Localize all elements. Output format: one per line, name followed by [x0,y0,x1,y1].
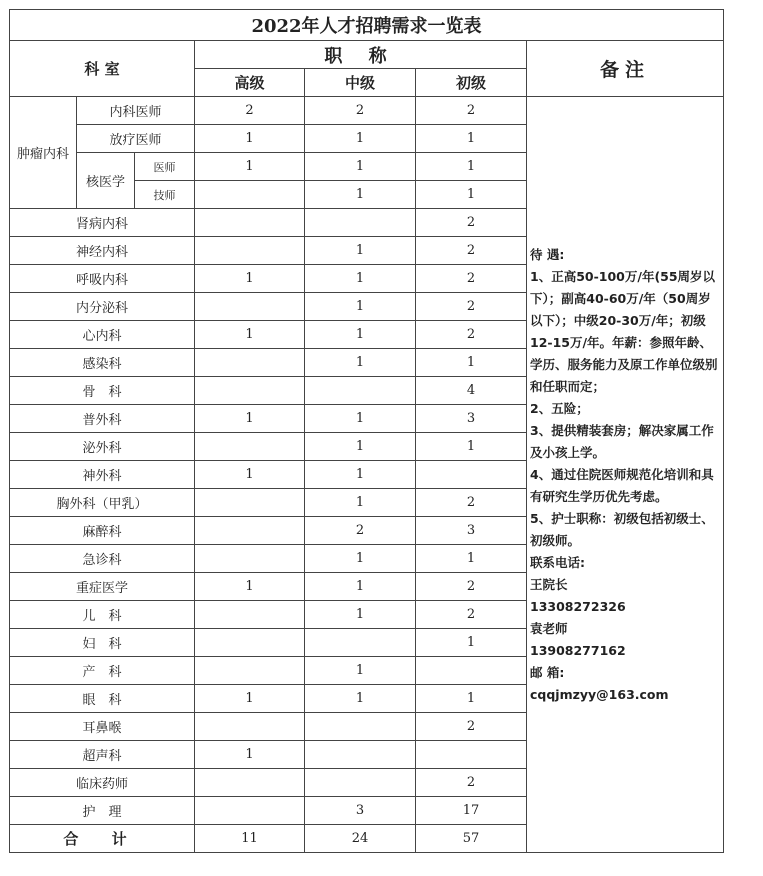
total-senior: 11 [195,825,305,853]
middle-count: 1 [305,685,416,713]
dept-name: 儿 科 [10,601,195,629]
dept-name: 临床药师 [10,769,195,797]
table-row [10,97,724,125]
dept-name: 内分泌科 [10,293,195,321]
note-item-3: 3、提供精装套房；解决家属工作及小孩上学。 [530,422,714,460]
senior-count: 1 [195,265,305,293]
junior-count: 2 [416,601,527,629]
email-label: 邮 箱: [530,664,565,680]
dept-name: 麻醉科 [10,517,195,545]
senior-count [195,797,305,825]
senior-count [195,545,305,573]
senior-count [195,657,305,685]
junior-count: 4 [416,377,527,405]
dept-name: 放疗医师 [77,125,195,153]
senior-count: 1 [195,685,305,713]
dept-name: 神经内科 [10,237,195,265]
middle-count: 1 [305,405,416,433]
group-nuclear: 核医学 [77,153,135,209]
senior-count [195,377,305,405]
group-oncology: 肿瘤内科 [10,97,77,209]
senior-count [195,601,305,629]
senior-count: 1 [195,741,305,769]
middle-count: 1 [305,461,416,489]
middle-count [305,769,416,797]
junior-count: 3 [416,405,527,433]
remarks-header: 备注 [527,41,724,97]
note-item-2: 2、五险； [530,400,589,416]
dept-header: 科 室 [10,41,195,97]
dept-name: 呼吸内科 [10,265,195,293]
junior-count: 1 [416,153,527,181]
junior-count: 3 [416,517,527,545]
senior-count: 1 [195,461,305,489]
junior-count: 2 [416,209,527,237]
middle-count: 2 [305,517,416,545]
dept-name: 护 理 [10,797,195,825]
dept-name: 急诊科 [10,545,195,573]
dept-name: 感染科 [10,349,195,377]
middle-count: 2 [305,97,416,125]
dept-name: 重症医学 [10,573,195,601]
junior-header: 初级 [416,69,527,97]
middle-count: 1 [305,293,416,321]
dept-name: 骨 科 [10,377,195,405]
dept-name: 普外科 [10,405,195,433]
dept-name: 医师 [135,153,195,181]
middle-count: 1 [305,321,416,349]
middle-count: 1 [305,657,416,685]
middle-count: 1 [305,265,416,293]
junior-count: 1 [416,125,527,153]
junior-count: 1 [416,545,527,573]
middle-count: 1 [305,153,416,181]
dept-name: 妇 科 [10,629,195,657]
junior-count: 2 [416,293,527,321]
senior-count [195,349,305,377]
contact-name-1: 王院长 [530,576,568,592]
contact-name-2: 袁老师 [530,620,568,636]
middle-count [305,713,416,741]
dept-name: 眼 科 [10,685,195,713]
junior-count: 1 [416,181,527,209]
dept-name: 耳鼻喉 [10,713,195,741]
middle-count [305,377,416,405]
junior-count: 2 [416,573,527,601]
senior-count [195,517,305,545]
senior-count: 1 [195,321,305,349]
junior-count: 1 [416,685,527,713]
contact-phone-1: 13308272326 [530,598,626,614]
middle-count: 1 [305,489,416,517]
senior-count [195,433,305,461]
senior-count: 2 [195,97,305,125]
middle-count: 1 [305,237,416,265]
middle-count: 1 [305,573,416,601]
benefits-title: 待 遇: [530,246,565,262]
junior-count: 2 [416,769,527,797]
junior-count: 17 [416,797,527,825]
senior-count [195,489,305,517]
contact-title: 联系电话: [530,554,585,570]
senior-count [195,629,305,657]
page-title: 2022年人才招聘需求一览表 [10,10,724,41]
dept-name: 泌外科 [10,433,195,461]
dept-name: 神外科 [10,461,195,489]
title-group-header: 职 称 [195,41,527,69]
junior-count [416,657,527,685]
middle-count [305,741,416,769]
senior-count: 1 [195,153,305,181]
dept-name: 心内科 [10,321,195,349]
junior-count: 2 [416,713,527,741]
senior-count: 1 [195,573,305,601]
middle-count: 1 [305,181,416,209]
dept-name: 超声科 [10,741,195,769]
middle-header: 中级 [305,69,416,97]
middle-count: 1 [305,545,416,573]
middle-count [305,629,416,657]
total-junior: 57 [416,825,527,853]
note-item-4: 4、通过住院医师规范化培训和具有研究生学历优先考虑。 [530,466,714,504]
senior-count [195,237,305,265]
senior-header: 高级 [195,69,305,97]
dept-name: 内科医师 [77,97,195,125]
note-item-5: 5、护士职称：初级包括初级士、初级师。 [530,510,714,548]
middle-count: 1 [305,349,416,377]
senior-count [195,713,305,741]
total-middle: 24 [305,825,416,853]
junior-count [416,461,527,489]
total-label: 合 计 [10,825,195,853]
middle-count: 1 [305,125,416,153]
senior-count [195,181,305,209]
junior-count [416,741,527,769]
remarks-cell [527,97,724,853]
junior-count: 2 [416,489,527,517]
senior-count [195,209,305,237]
junior-count: 1 [416,629,527,657]
email-address: cqqjmzyy@163.com [530,686,669,702]
dept-name: 技师 [135,181,195,209]
dept-name: 胸外科（甲乳） [10,489,195,517]
note-item-1: 1、正高50-100万/年(55周岁以下）；副高40-60万/年（50周岁以下）；中级20-30万/年；初级12-15万/年。年薪：参照年龄、学历、服务能力及原工作单位级别和任职而定； [530,268,718,394]
senior-count: 1 [195,405,305,433]
senior-count [195,293,305,321]
senior-count [195,769,305,797]
junior-count: 1 [416,433,527,461]
junior-count: 2 [416,97,527,125]
junior-count: 1 [416,349,527,377]
junior-count: 2 [416,321,527,349]
recruitment-table [9,9,724,853]
middle-count: 1 [305,433,416,461]
senior-count: 1 [195,125,305,153]
dept-name: 肾病内科 [10,209,195,237]
contact-phone-2: 13908277162 [530,642,626,658]
dept-name: 产 科 [10,657,195,685]
junior-count: 2 [416,265,527,293]
junior-count: 2 [416,237,527,265]
middle-count: 3 [305,797,416,825]
middle-count: 1 [305,601,416,629]
middle-count [305,209,416,237]
